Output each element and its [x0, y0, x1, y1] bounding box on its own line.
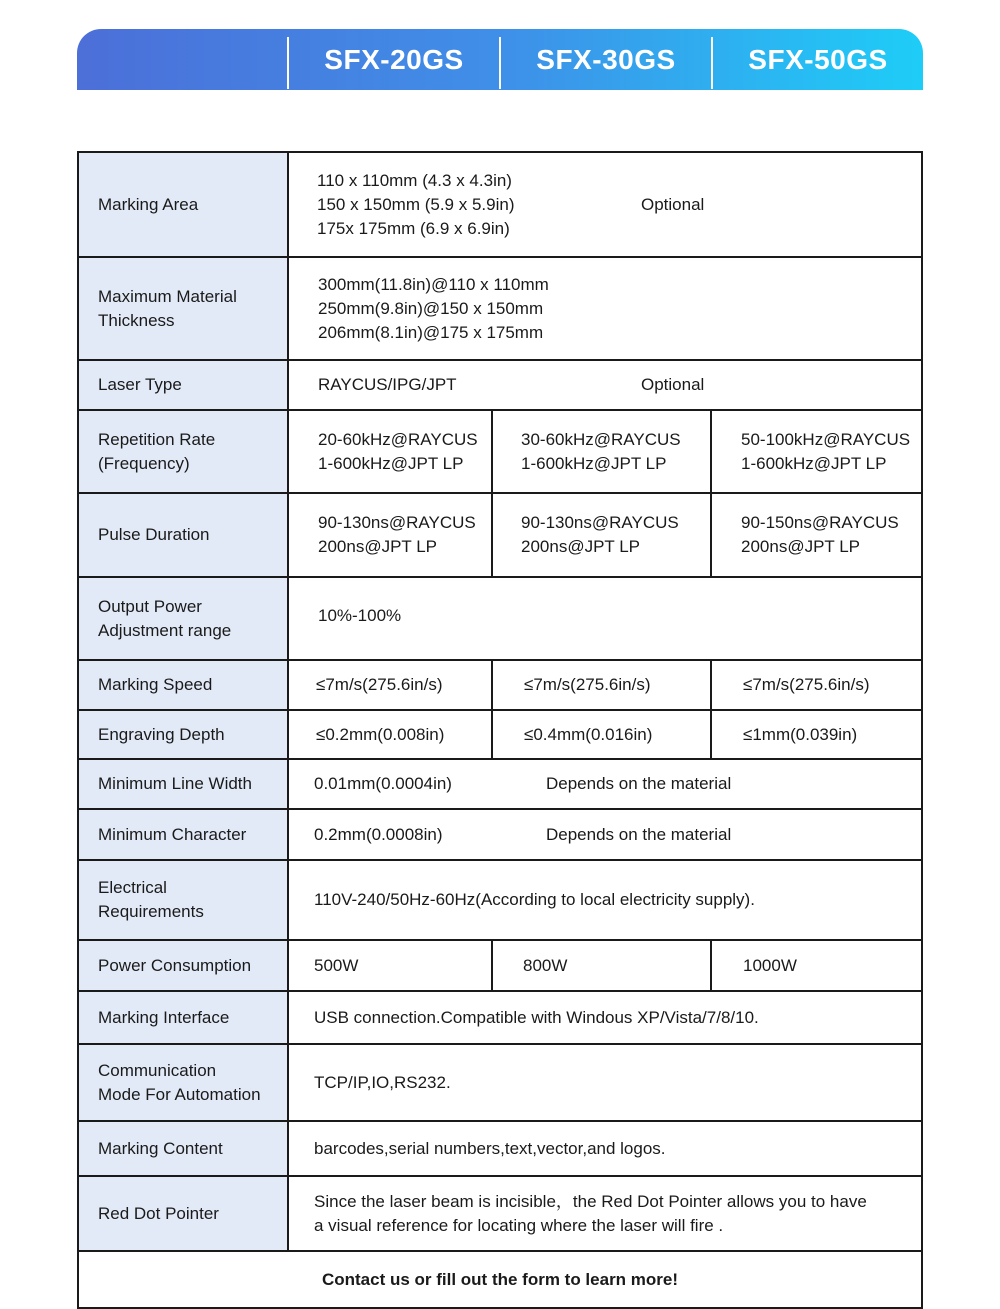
value-text: 0.01mm(0.0004in) — [314, 774, 452, 793]
value-line: Since the laser beam is incisible，the Red Dot Pointer allows you to have — [314, 1191, 867, 1211]
row-label: Marking Content — [77, 1120, 289, 1177]
value-line: 50-100kHz@RAYCUS — [741, 429, 911, 449]
value-cell-sfx-30gs — [491, 492, 712, 578]
value-text: USB connection.Compatible with Windous XP/Vista/7/8/10. — [314, 1007, 759, 1027]
label-line: Adjustment range — [98, 620, 232, 640]
row-red-dot-pointer — [77, 1175, 923, 1252]
row-engraving-depth — [77, 709, 923, 760]
value-line: 1-600kHz@JPT LP — [521, 453, 667, 473]
value-line: 110 x 110mm (4.3 x 4.3in) — [317, 170, 512, 190]
row-value — [287, 256, 923, 361]
row-laser-type — [77, 359, 923, 411]
label-line: Repetition Rate — [98, 429, 216, 449]
model-sfx-30gs: SFX-30GS — [536, 43, 676, 75]
value-line: 20-60kHz@RAYCUS — [318, 429, 478, 449]
value-line: 30-60kHz@RAYCUS — [521, 429, 681, 449]
value-text: RAYCUS/IPG/JPT — [318, 375, 457, 394]
row-value — [287, 1175, 923, 1252]
value-text: 110V-240/50Hz-60Hz(According to local electricity supply). — [314, 890, 755, 909]
value-cell-sfx-50gs: ≤7m/s(275.6in/s) — [710, 659, 923, 711]
label-line: Mode For Automation — [98, 1084, 261, 1104]
row-label: Marking Area — [77, 151, 289, 258]
row-pulse-duration — [77, 492, 923, 578]
value-cell-sfx-50gs: 1000W — [710, 939, 923, 992]
row-label — [77, 409, 289, 494]
contact-footer — [77, 1250, 923, 1309]
row-electrical — [77, 859, 923, 941]
value-text: TCP/IP,IO,RS232. — [314, 1072, 451, 1092]
value-cell-sfx-30gs: ≤0.4mm(0.016in) — [491, 709, 712, 760]
value-line: a visual reference for locating where the laser will fire . — [314, 1215, 724, 1235]
label-line: Requirements — [98, 902, 204, 921]
row-repetition-rate — [77, 409, 923, 494]
row-label: Marking Speed — [77, 659, 289, 711]
row-marking-speed — [77, 659, 923, 711]
value-line: 200ns@JPT LP — [741, 537, 861, 556]
note-text: Depends on the material — [546, 824, 732, 844]
value-line: 300mm(11.8in)@110 x 110mm — [318, 274, 549, 294]
model-sfx-50gs: SFX-50GS — [748, 43, 888, 75]
row-value — [287, 758, 923, 810]
contact-text: Contact us or fill out the form to learn more! — [321, 1269, 679, 1289]
row-label — [77, 1043, 289, 1122]
value-line: 90-130ns@RAYCUS — [318, 513, 476, 532]
row-label: Red Dot Pointer — [77, 1175, 289, 1252]
row-min-line-width — [77, 758, 923, 810]
note-text: Depends on the material — [546, 774, 732, 793]
value-cell-sfx-50gs — [710, 409, 923, 494]
row-marking-interface — [77, 990, 923, 1045]
label-line: (Frequency) — [98, 453, 190, 473]
value-cell-sfx-20gs: ≤7m/s(275.6in/s) — [287, 659, 493, 711]
value-line: 150 x 150mm (5.9 x 5.9in) — [317, 194, 515, 214]
value-cell-sfx-20gs — [287, 492, 493, 578]
label-line: Thickness — [98, 310, 175, 330]
value-cell-sfx-30gs: ≤7m/s(275.6in/s) — [491, 659, 712, 711]
row-label: Pulse Duration — [77, 492, 289, 578]
label-line: Electrical — [98, 878, 167, 897]
row-label: Laser Type — [77, 359, 289, 411]
row-value — [287, 1120, 923, 1177]
label-line: Maximum Material — [98, 286, 237, 306]
value-cell-sfx-20gs — [287, 409, 493, 494]
value-line: 175x 175mm (6.9 x 6.9in) — [317, 218, 510, 238]
value-line: 1-600kHz@JPT LP — [741, 453, 887, 473]
row-value — [287, 808, 923, 861]
value-line: 250mm(9.8in)@150 x 150mm — [318, 298, 544, 318]
value-line: 200ns@JPT LP — [318, 537, 438, 556]
optional-note: Optional — [641, 375, 705, 394]
row-label: Power Consumption — [77, 939, 289, 992]
value-cell-sfx-30gs — [491, 409, 712, 494]
row-label: Minimum Line Width — [77, 758, 289, 810]
value-cell-sfx-20gs: 500W — [287, 939, 493, 992]
row-marking-area — [77, 151, 923, 258]
row-value — [287, 859, 923, 941]
optional-note: Optional — [641, 194, 705, 214]
label-line: Communication — [98, 1060, 217, 1080]
value-cell-sfx-20gs: ≤0.2mm(0.008in) — [287, 709, 493, 760]
row-value — [287, 359, 923, 411]
value-cell-sfx-50gs — [710, 492, 923, 578]
row-label: Minimum Character — [77, 808, 289, 861]
value-line: 90-150ns@RAYCUS — [741, 513, 899, 532]
model-sfx-20gs: SFX-20GS — [324, 43, 464, 75]
row-value — [287, 990, 923, 1045]
value-text: barcodes,serial numbers,text,vector,and logos. — [314, 1138, 666, 1158]
row-label — [77, 256, 289, 361]
row-label: Engraving Depth — [77, 709, 289, 760]
row-min-character — [77, 808, 923, 861]
row-output-power — [77, 576, 923, 661]
value-cell-sfx-30gs: 800W — [491, 939, 712, 992]
row-label — [77, 859, 289, 941]
value-line: 206mm(8.1in)@175 x 175mm — [318, 322, 544, 342]
table-header — [77, 29, 923, 90]
value-text: 0.2mm(0.0008in) — [314, 824, 443, 844]
value-line: 200ns@JPT LP — [521, 537, 641, 556]
row-communication — [77, 1043, 923, 1122]
value-line: 90-130ns@RAYCUS — [521, 513, 679, 532]
row-power-consumption — [77, 939, 923, 992]
row-value — [287, 576, 923, 661]
row-max-thickness — [77, 256, 923, 361]
row-label: Marking Interface — [77, 990, 289, 1045]
row-label — [77, 576, 289, 661]
row-marking-content — [77, 1120, 923, 1177]
row-value — [287, 151, 923, 258]
value-cell-sfx-50gs: ≤1mm(0.039in) — [710, 709, 923, 760]
row-value — [287, 1043, 923, 1122]
spec-table — [77, 29, 923, 1289]
value-line: 1-600kHz@JPT LP — [318, 453, 464, 473]
label-line: Output Power — [98, 596, 202, 616]
value-text: 10%-100% — [318, 606, 402, 625]
